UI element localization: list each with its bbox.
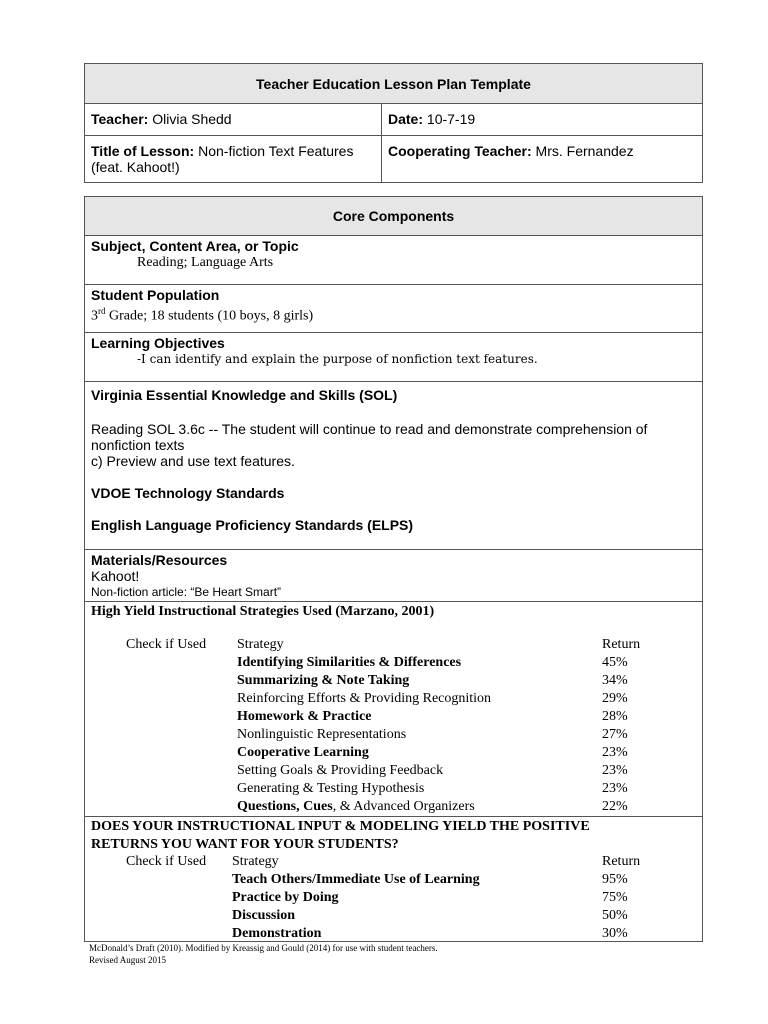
strategies-header-row [91,637,696,655]
materials-section [85,549,702,601]
teacher-date-row [85,103,702,135]
lesson-value: Non-fiction Text Features (feat. Kahoot!) [91,143,354,175]
strategy-row [91,673,696,691]
lesson-title-cell [85,136,382,182]
coop-teacher-cell [382,136,702,182]
strategy-row [91,781,696,799]
strategy-return: 28% [602,709,628,724]
footer-credit: McDonald’s Draft (2010). Modified by Kreassig and Gould (2014) for use with student teachers. [89,943,438,953]
teacher-label: Teacher: [91,111,149,127]
subject-section [85,235,702,284]
subject-value: Reading; Language Arts [137,255,274,270]
materials-title: Materials/Resources [91,552,228,568]
strategy-name-bold: Questions, Cues [237,799,333,814]
learning-name: Discussion [232,908,296,923]
learning-row [91,908,696,926]
learning-header-row [91,854,696,872]
lesson-header-table [84,63,703,183]
strategy-name-rest: , & Advanced Organizers [332,799,475,814]
strategies-title: High Yield Instructional Strategies Used (Marzano, 2001) [91,604,435,619]
date-value: 10-7-19 [426,111,476,127]
materials-item-1: Kahoot! [91,568,140,584]
objectives-value: -I can identify and explain the purpose of nonfiction text features. [137,352,538,366]
learning-name: Teach Others/Immediate Use of Learning [232,872,480,887]
core-components-table [84,196,703,942]
coop-label: Cooperating Teacher: [388,143,532,159]
learning-row [91,872,696,890]
strategy-name: Generating & Testing Hypothesis [237,781,425,796]
strategy-name: Cooperative Learning [237,745,369,760]
strategies-section [85,601,702,816]
date-label: Date: [388,111,424,127]
strategy-name: Reinforcing Efforts & Providing Recognition [237,691,492,706]
check-if-used-header: Check if Used [126,637,207,652]
teacher-value: Olivia Shedd [152,111,232,127]
teacher-cell [85,104,382,135]
question-line-2: RETURNS YOU WANT FOR YOUR STUDENTS? [91,837,399,852]
footer-revised: Revised August 2015 [89,955,167,965]
strategy-name: Nonlinguistic Representations [237,727,407,742]
learning-name: Practice by Doing [232,890,339,905]
sol-line2: c) Preview and use text features. [91,453,295,469]
return-header: Return [602,854,641,869]
strategy-return: 34% [602,673,628,688]
learning-section [85,816,702,942]
strategy-row [91,745,696,763]
coop-value: Mrs. Fernandez [535,143,634,159]
core-components-title: Core Components [85,197,702,235]
population-section [85,284,702,332]
learning-name: Demonstration [232,926,322,941]
strategy-return: 29% [602,691,628,706]
sol-title: Virginia Essential Knowledge and Skills (SOL) [91,387,398,403]
grade-suffix: rd [98,306,106,316]
strategy-name: Setting Goals & Providing Feedback [237,763,444,778]
learning-return: 50% [602,908,628,923]
strategy-return: 23% [602,745,628,760]
lesson-coop-row [85,135,702,182]
grade-number: 3 [91,308,98,324]
template-title: Teacher Education Lesson Plan Template [85,64,702,103]
strategy-row [91,655,696,673]
elps-title: English Language Proficiency Standards (ELPS) [91,517,414,533]
sol-section [85,381,702,549]
strategy-row [91,799,696,817]
population-title: Student Population [91,287,220,303]
strategy-name: Summarizing & Note Taking [237,673,410,688]
strategy-row [91,763,696,781]
return-header: Return [602,637,641,652]
question-line-1: DOES YOUR INSTRUCTIONAL INPUT & MODELING YIELD THE POSITIVE [91,819,590,834]
objectives-section [85,332,702,381]
strategy-row [91,709,696,727]
subject-title: Subject, Content Area, or Topic [91,238,299,254]
date-cell [382,104,702,135]
materials-item-2: Non-fiction article: “Be Heart Smart” [91,585,282,599]
strategy-return: 22% [602,799,628,814]
lesson-label: Title of Lesson: [91,143,195,159]
learning-list [91,872,696,944]
learning-row [91,890,696,908]
strategy-name: Homework & Practice [237,709,372,724]
strategy-return: 27% [602,727,628,742]
vdoe-title: VDOE Technology Standards [91,485,285,501]
population-rest: Grade; 18 students (10 boys, 8 girls) [105,308,314,324]
strategy-return: 23% [602,781,628,796]
strategy-return: 45% [602,655,628,670]
strategy-return: 23% [602,763,628,778]
population-value [91,303,696,325]
learning-return: 75% [602,890,628,905]
strategy-row [91,727,696,745]
objectives-title: Learning Objectives [91,335,225,351]
sol-line1: Reading SOL 3.6c -- The student will continue to read and demonstrate comprehension of nonfiction texts [91,421,648,453]
strategy-name: Identifying Similarities & Differences [237,655,462,670]
check-if-used-header: Check if Used [126,854,207,869]
strategy-header: Strategy [237,637,284,652]
learning-return: 95% [602,872,628,887]
learning-return: 30% [602,926,628,941]
strategy-list [91,655,696,799]
footer [89,942,438,966]
strategy-row [91,691,696,709]
strategy-header: Strategy [232,854,279,869]
